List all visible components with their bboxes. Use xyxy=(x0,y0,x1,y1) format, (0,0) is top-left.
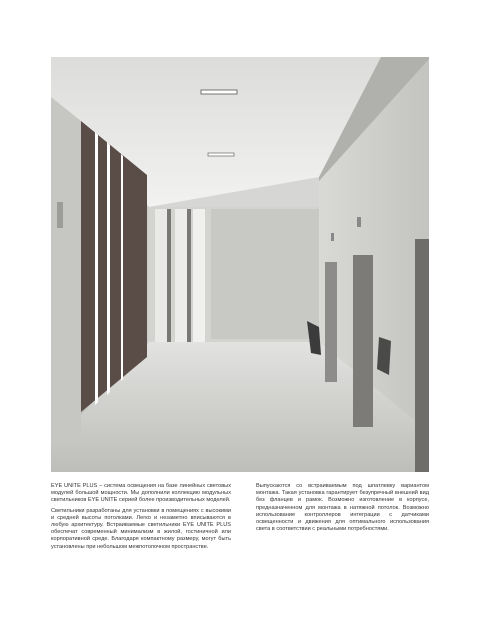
corridor-illustration xyxy=(51,57,429,472)
door xyxy=(415,239,429,472)
paragraph: EYE UNITE PLUS – система освещения на базе линейных световых модулей большой мощности. Мы дополнили коллекцию модульных светильников EYE UNITE серией более производительных моделей. xyxy=(51,483,231,504)
paragraph: Выпускаются со встраиваемым под шпатлевку вариантом монтажа. Такая установка гарантирует безупречный внешний вид без фланцев и рамок. Возможно изготовление в корпусе, предназначенном для монтажа в натяжной потолок. Возможно использование контроллеров интеграции с датчиками освещенности и движения для оптимального использования света в соответствии с реальными потребностями. xyxy=(256,483,429,533)
paragraph: Светильники разработаны для установки в помещениях с высокими и средней высоты потолками. Легко и незаметно вписываются в любую архитектуру. Встраиваемые светильники EYE UNITE PLUS обеспечат современный минимализм в жилой, гостиничной или корпоративной среде. Благодаря компактному размеру, могут быть установлены при небольшом межпотолочном пространстве. xyxy=(51,507,231,550)
left-column xyxy=(51,483,231,554)
ceiling-light xyxy=(201,90,237,94)
wall-sign xyxy=(57,202,63,228)
right-column xyxy=(256,483,429,536)
door xyxy=(353,255,373,427)
door xyxy=(325,262,337,382)
ceiling-light xyxy=(208,153,234,156)
wall-plaque xyxy=(377,337,391,375)
interior-photo xyxy=(51,57,429,472)
